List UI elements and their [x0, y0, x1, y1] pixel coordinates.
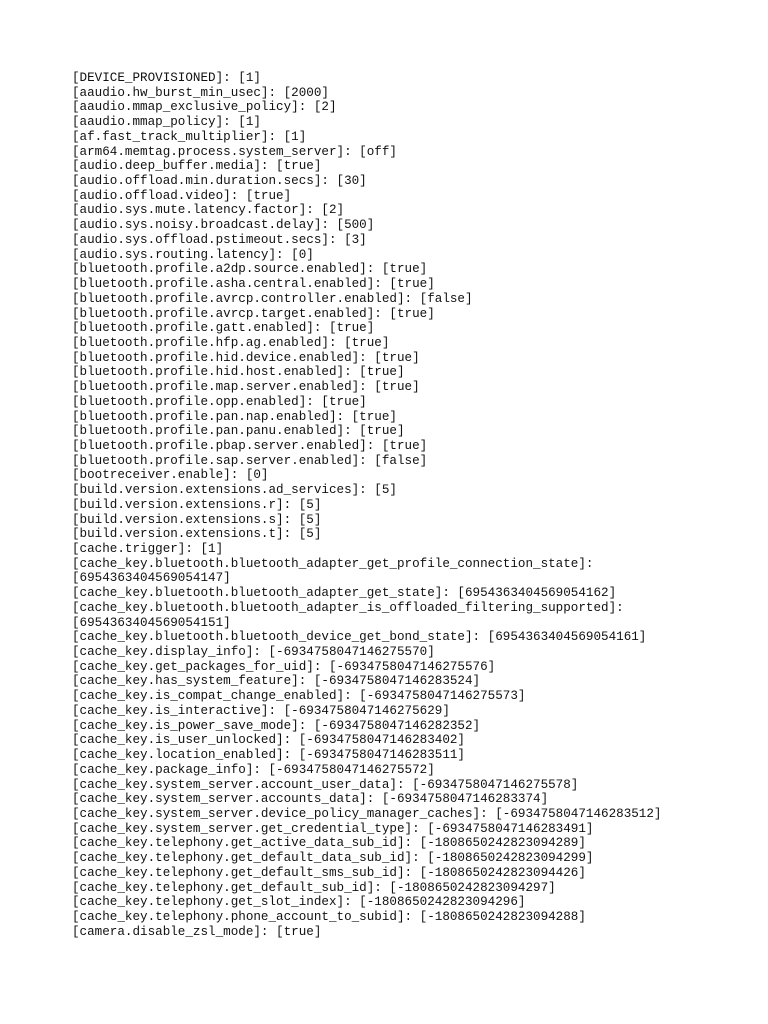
property-line: [arm64.memtag.process.system_server]: [off]	[72, 144, 397, 159]
property-line: [bluetooth.profile.map.server.enabled]: [true]	[72, 380, 420, 395]
property-line: [cache_key.display_info]: [-6934758047146275570]	[72, 645, 435, 660]
property-line: [audio.sys.mute.latency.factor]: [2]	[72, 203, 345, 218]
property-line: [cache_key.is_power_save_mode]: [-6934758047146282352]	[72, 718, 481, 733]
property-line: [build.version.extensions.ad_services]: [5]	[72, 483, 397, 498]
property-line: [6954363404569054151]	[72, 615, 231, 630]
property-line: [bluetooth.profile.opp.enabled]: [true]	[72, 394, 367, 409]
property-line: [camera.disable_zsl_mode]: [true]	[72, 924, 322, 939]
property-line: [cache_key.package_info]: [-6934758047146275572]	[72, 762, 435, 777]
property-line: [bluetooth.profile.pan.nap.enabled]: [true]	[72, 409, 397, 424]
property-line: [cache_key.bluetooth.bluetooth_device_get_bond_state]: [6954363404569054161]	[72, 630, 647, 645]
property-line: [bluetooth.profile.asha.central.enabled]: [true]	[72, 277, 435, 292]
property-line: [audio.offload.min.duration.secs]: [30]	[72, 174, 367, 189]
property-line: [bootreceiver.enable]: [0]	[72, 468, 269, 483]
property-line: [bluetooth.profile.sap.server.enabled]: [false]	[72, 453, 428, 468]
property-line: [cache_key.telephony.get_default_data_sub_id]: [-1808650242823094299]	[72, 851, 594, 866]
property-line: [bluetooth.profile.hid.device.enabled]: [true]	[72, 350, 420, 365]
property-line: [cache_key.bluetooth.bluetooth_adapter_get_state]: [6954363404569054162]	[72, 586, 617, 601]
property-line: [cache_key.system_server.account_user_data]: [-6934758047146275578]	[72, 777, 579, 792]
property-line: [cache_key.system_server.get_credential_type]: [-6934758047146283491]	[72, 821, 594, 836]
property-line: [audio.offload.video]: [true]	[72, 188, 292, 203]
property-line: [6954363404569054147]	[72, 571, 231, 586]
property-line: [audio.deep_buffer.media]: [true]	[72, 159, 322, 174]
property-line: [build.version.extensions.t]: [5]	[72, 527, 322, 542]
property-line: [af.fast_track_multiplier]: [1]	[72, 129, 307, 144]
property-line: [cache_key.telephony.get_default_sub_id]: [-1808650242823094297]	[72, 880, 556, 895]
property-line: [audio.sys.routing.latency]: [0]	[72, 247, 314, 262]
property-line: [bluetooth.profile.pan.panu.enabled]: [true]	[72, 424, 405, 439]
property-line: [cache_key.is_user_unlocked]: [-6934758047146283402]	[72, 733, 465, 748]
property-line: [cache_key.has_system_feature]: [-6934758047146283524]	[72, 674, 481, 689]
property-line: [bluetooth.profile.hfp.ag.enabled]: [true]	[72, 335, 390, 350]
property-line: [cache_key.bluetooth.bluetooth_adapter_get_profile_connection_state]:	[72, 556, 594, 571]
property-line: [bluetooth.profile.hid.host.enabled]: [true]	[72, 365, 405, 380]
property-line: [cache_key.telephony.get_active_data_sub_id]: [-1808650242823094289]	[72, 836, 586, 851]
property-line: [bluetooth.profile.gatt.enabled]: [true]	[72, 321, 375, 336]
property-line: [cache.trigger]: [1]	[72, 542, 224, 556]
property-line: [cache_key.is_interactive]: [-6934758047146275629]	[72, 703, 450, 718]
property-line: [DEVICE_PROVISIONED]: [1]	[72, 71, 261, 85]
property-line: [cache_key.location_enabled]: [-6934758047146283511]	[72, 748, 465, 763]
property-line: [build.version.extensions.r]: [5]	[72, 497, 322, 512]
property-line: [build.version.extensions.s]: [5]	[72, 512, 322, 527]
property-line: [bluetooth.profile.avrcp.controller.enabled]: [false]	[72, 291, 473, 306]
property-line: [cache_key.system_server.accounts_data]: [-6934758047146283374]	[72, 792, 549, 807]
property-line: [aaudio.mmap_policy]: [1]	[72, 115, 261, 130]
property-line: [cache_key.system_server.device_policy_manager_caches]: [-6934758047146283512]	[72, 806, 662, 821]
property-line: [bluetooth.profile.a2dp.source.enabled]: [true]	[72, 262, 428, 277]
property-line: [cache_key.telephony.phone_account_to_subid]: [-1808650242823094288]	[72, 909, 586, 924]
property-line: [bluetooth.profile.pbap.server.enabled]: [true]	[72, 438, 428, 453]
property-line: [aaudio.mmap_exclusive_policy]: [2]	[72, 100, 337, 115]
property-line: [audio.sys.noisy.broadcast.delay]: [500]	[72, 218, 375, 233]
property-line: [cache_key.get_packages_for_uid]: [-6934758047146275576]	[72, 659, 496, 674]
property-line: [cache_key.bluetooth.bluetooth_adapter_is_offloaded_filtering_supported]:	[72, 600, 624, 615]
property-line: [cache_key.is_compat_change_enabled]: [-6934758047146275573]	[72, 689, 526, 704]
property-line: [aaudio.hw_burst_min_usec]: [2000]	[72, 85, 329, 100]
property-list	[72, 71, 752, 939]
property-line: [cache_key.telephony.get_slot_index]: [-1808650242823094296]	[72, 895, 526, 910]
property-line: [audio.sys.offload.pstimeout.secs]: [3]	[72, 232, 367, 247]
property-line: [cache_key.telephony.get_default_sms_sub_id]: [-1808650242823094426]	[72, 865, 586, 880]
property-line: [bluetooth.profile.avrcp.target.enabled]: [true]	[72, 306, 435, 321]
